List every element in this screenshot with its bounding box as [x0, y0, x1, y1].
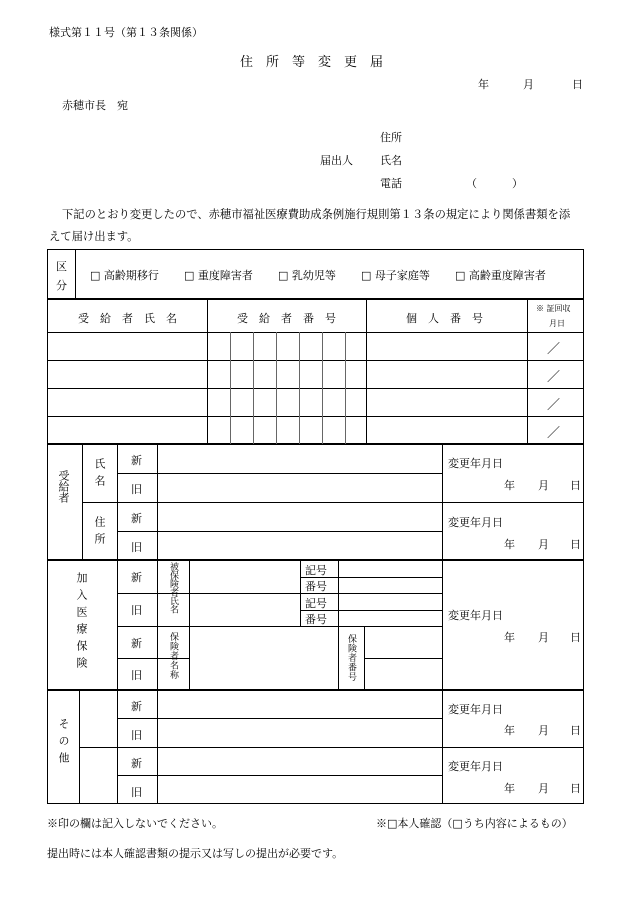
insurance-change-date-label: 変更年月日 [448, 609, 503, 622]
checkbox-elderly-severe-disability[interactable]: □ 高齢重度障害者 [455, 269, 546, 282]
date-year-label: 年 [478, 78, 489, 91]
other2-change-day: 日 [570, 782, 581, 795]
address-new-label: 新 [131, 512, 142, 525]
recipient-address-label: 住所 [93, 516, 106, 550]
applicant-label: 届出人 [320, 154, 353, 167]
symbol-new-label: 記号 [305, 564, 327, 577]
insurance-group-label: 加入医療保険 [75, 572, 88, 674]
other1-old-label: 旧 [131, 729, 142, 742]
other1-change-month: 月 [538, 724, 549, 737]
other2-change-date-label: 変更年月日 [448, 760, 503, 773]
name-new-label: 新 [131, 454, 142, 467]
address-old-label: 旧 [131, 541, 142, 554]
intro-text-line2: えて届け出ます。 [49, 230, 139, 243]
insured-name-label: 被保険者氏名 [168, 562, 178, 613]
other1-change-year: 年 [504, 724, 515, 737]
insurer-number-label: 保険者番号 [346, 634, 356, 682]
insured-new-label: 新 [131, 571, 142, 584]
category-label-2: 分 [56, 279, 67, 292]
header-recipient-name: 受 給 者 氏 名 [78, 312, 177, 325]
symbol-old-label: 記号 [305, 597, 327, 610]
slash-row-1: ／ [547, 342, 561, 357]
other1-change-date-label: 変更年月日 [448, 703, 503, 716]
category-label-1: 区 [56, 260, 67, 273]
slash-row-3: ／ [547, 398, 561, 413]
name-change-day: 日 [570, 479, 581, 492]
other2-old-label: 旧 [131, 786, 142, 799]
recipient-group-label: 受給者 [57, 470, 70, 503]
insurance-change-day: 日 [570, 631, 581, 644]
insurer-name-label: 保険者名称 [168, 632, 178, 680]
date-day-label: 日 [572, 78, 583, 91]
address-change-date-label: 変更年月日 [448, 516, 503, 529]
checkbox-infant[interactable]: □ 乳幼児等 [278, 269, 336, 282]
header-personal-number: 個 人 番 号 [406, 312, 483, 325]
header-recipient-number: 受 給 者 番 号 [237, 312, 336, 325]
number-new-label: 番号 [305, 580, 327, 593]
checkbox-severe-disability[interactable]: □ 重度障害者 [184, 269, 253, 282]
applicant-name-label: 氏名 [380, 154, 402, 167]
page-title: 住 所 等 変 更 届 [240, 55, 384, 70]
applicant-phone-label: 電話 [380, 177, 402, 190]
header-card-return-date: 月日 [549, 319, 565, 328]
applicant-address-label: 住所 [380, 131, 402, 144]
phone-paren-close: ） [512, 177, 523, 190]
identity-check[interactable]: ※□本人確認（□うち内容によるもの） [376, 817, 573, 830]
footer-note: ※印の欄は記入しないでください。 [47, 817, 223, 830]
other-group-label: その他 [57, 718, 70, 769]
form-number: 様式第１１号（第１３条関係） [49, 26, 203, 39]
other2-change-month: 月 [538, 782, 549, 795]
other2-change-year: 年 [504, 782, 515, 795]
insurance-change-month: 月 [538, 631, 549, 644]
name-old-label: 旧 [131, 483, 142, 496]
slash-row-2: ／ [547, 370, 561, 385]
other2-new-label: 新 [131, 757, 142, 770]
address-change-month: 月 [538, 538, 549, 551]
other1-new-label: 新 [131, 700, 142, 713]
address-change-day: 日 [570, 538, 581, 551]
date-month-label: 月 [523, 78, 534, 91]
intro-text-line1: 下記のとおり変更したので、赤穂市福祉医療費助成条例施行規則第１３条の規定により関係書類を添 [62, 208, 571, 221]
insured-old-label: 旧 [131, 604, 142, 617]
addressee: 赤穂市長 宛 [62, 99, 128, 112]
insurer-old-label: 旧 [131, 669, 142, 682]
name-change-date-label: 変更年月日 [448, 457, 503, 470]
insurance-change-year: 年 [504, 631, 515, 644]
slash-row-4: ／ [547, 426, 561, 441]
number-old-label: 番号 [305, 613, 327, 626]
insurer-new-label: 新 [131, 637, 142, 650]
checkbox-single-mother[interactable]: □ 母子家庭等 [361, 269, 430, 282]
phone-paren-open: （ [466, 177, 477, 190]
recipient-name-label: 氏名 [93, 458, 106, 492]
other1-change-day: 日 [570, 724, 581, 737]
address-change-year: 年 [504, 538, 515, 551]
name-change-month: 月 [538, 479, 549, 492]
checkbox-elderly-transition[interactable]: □ 高齢期移行 [90, 269, 159, 282]
name-change-year: 年 [504, 479, 515, 492]
header-card-return-note: ※ 証回収 [536, 304, 571, 313]
submission-note: 提出時には本人確認書類の提示又は写しの提出が必要です。 [47, 847, 344, 860]
